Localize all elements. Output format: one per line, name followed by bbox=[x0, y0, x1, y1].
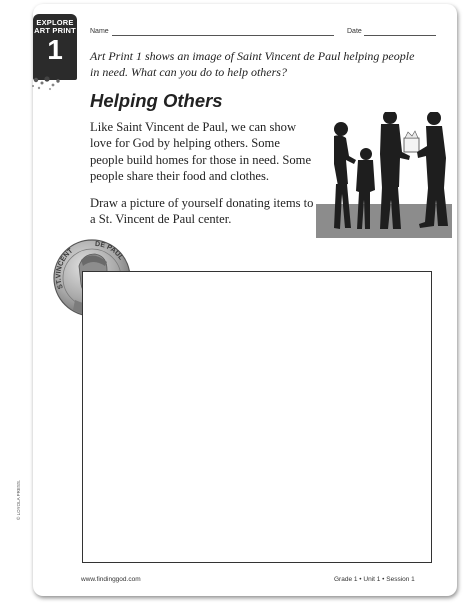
drawing-area[interactable] bbox=[82, 271, 432, 563]
donation-box-icon bbox=[404, 138, 419, 152]
donation-silhouette-image bbox=[316, 112, 452, 238]
ink-splatter-icon bbox=[30, 74, 70, 96]
tab-number: 1 bbox=[47, 34, 63, 65]
footer-website: www.findinggod.com bbox=[81, 576, 141, 583]
name-field[interactable] bbox=[112, 35, 334, 36]
body-paragraph-1: Like Saint Vincent de Paul, we can show love for God by helping others. Some people build homes for those in need. Some people share their food and clothes. bbox=[90, 120, 312, 183]
footer-course-info: Grade 1 • Unit 1 • Session 1 bbox=[334, 576, 415, 583]
medal-left-text: ST.VINCENT bbox=[55, 247, 75, 290]
art-print-prompt: Art Print 1 shows an image of Saint Vincent de Paul helping people in need. What can you do to help others? bbox=[90, 49, 415, 79]
tab-line2: ART PRINT bbox=[34, 26, 76, 35]
body-paragraph-2: Draw a picture of yourself donating items to a St. Vincent de Paul center. bbox=[90, 196, 314, 227]
name-label: Name bbox=[90, 28, 109, 35]
date-label: Date bbox=[347, 28, 362, 35]
medal-right-text: DE PAUL bbox=[94, 240, 125, 262]
copyright-notice: © LOYOLA PRESS. bbox=[16, 479, 21, 520]
date-field[interactable] bbox=[364, 35, 436, 36]
tab-line1: EXPLORE bbox=[36, 18, 74, 27]
explore-art-print-tab bbox=[33, 14, 77, 80]
page-title: Helping Others bbox=[90, 90, 223, 111]
